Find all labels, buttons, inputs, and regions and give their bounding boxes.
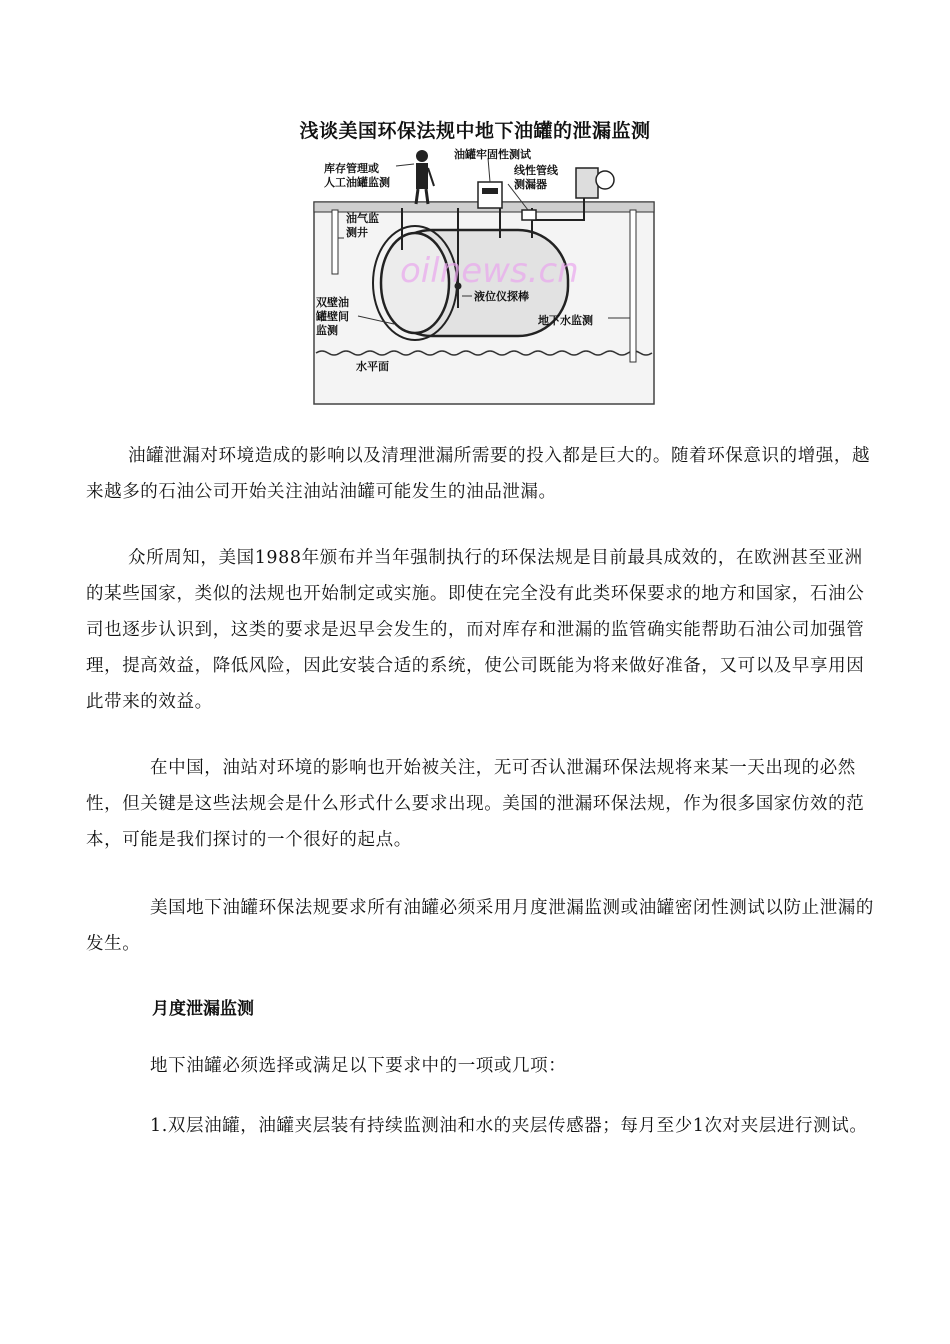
- label-line-leak-2: 测漏器: [514, 178, 547, 191]
- paragraph-3: 在中国，油站对环境的影响也开始被关注，无可否认泄漏环保法规将来某一天出现的必然性，但关键是这些法规会是什么形式什么要求出现。美国的泄漏环保法规，作为很多国家仿效的范本，可能是我们探讨的一个很好的起点。: [86, 758, 865, 850]
- label-water-table: 水平面: [356, 360, 389, 373]
- section-intro: 地下油罐必须选择或满足以下要求中的一项或几项：: [150, 1056, 567, 1076]
- label-tightness: 油罐牢固性测试: [454, 148, 531, 161]
- label-vapor-2: 测井: [346, 226, 368, 239]
- label-inventory-1: 库存管理或: [324, 162, 379, 175]
- label-interstitial-3: 监测: [316, 324, 338, 337]
- console: [478, 182, 502, 208]
- groundwater-well: [630, 210, 636, 362]
- watermark-text: oilnews.cn: [400, 251, 579, 291]
- label-interstitial-2: 罐壁间: [316, 310, 349, 323]
- label-line-leak-1: 线性管线: [514, 164, 558, 177]
- paragraph-4: 美国地下油罐环保法规要求所有油罐必须采用月度泄漏监测或油罐密闭性测试以防止泄漏的发生。: [86, 898, 874, 954]
- dispenser: [576, 168, 598, 198]
- paragraph-2: 众所周知，美国1988年颁布并当年强制执行的环保法规是目前最具成效的，在欧洲甚至亚洲的某些国家，类似的法规也开始制定或实施。即使在完全没有此类环保要求的地方和国家，石油公司也逐步认识到，这类的要求是迟早会发生的，而对库存和泄漏的监管确实能帮助石油公司加强管理，提高效益，降低风险，因此安装合适的系统，使公司既能为将来做好准备，又可以及早享用因此带来的效益。: [86, 548, 865, 712]
- document-title: 浅谈美国环保法规中地下油罐的泄漏监测: [299, 120, 651, 142]
- label-groundwater: 地下水监测: [538, 314, 593, 327]
- label-inventory-2: 人工油罐监测: [324, 176, 390, 189]
- label-vapor-1: 油气监: [346, 212, 379, 225]
- person-figure: [416, 150, 428, 162]
- vapor-well: [332, 210, 338, 274]
- label-probe: 液位仪探棒: [474, 290, 529, 303]
- label-interstitial-1: 双壁油: [316, 296, 349, 309]
- tank-leak-monitoring-diagram: [312, 146, 658, 408]
- requirement-item-1: 1.双层油罐，油罐夹层装有持续监测油和水的夹层传感器；每月至少1次对夹层进行测试。: [150, 1116, 868, 1136]
- paragraph-1: 油罐泄漏对环境造成的影响以及清理泄漏所需要的投入都是巨大的。随着环保意识的增强，越来越多的石油公司开始关注油站油罐可能发生的油品泄漏。: [86, 446, 871, 502]
- section-heading: 月度泄漏监测: [152, 999, 254, 1019]
